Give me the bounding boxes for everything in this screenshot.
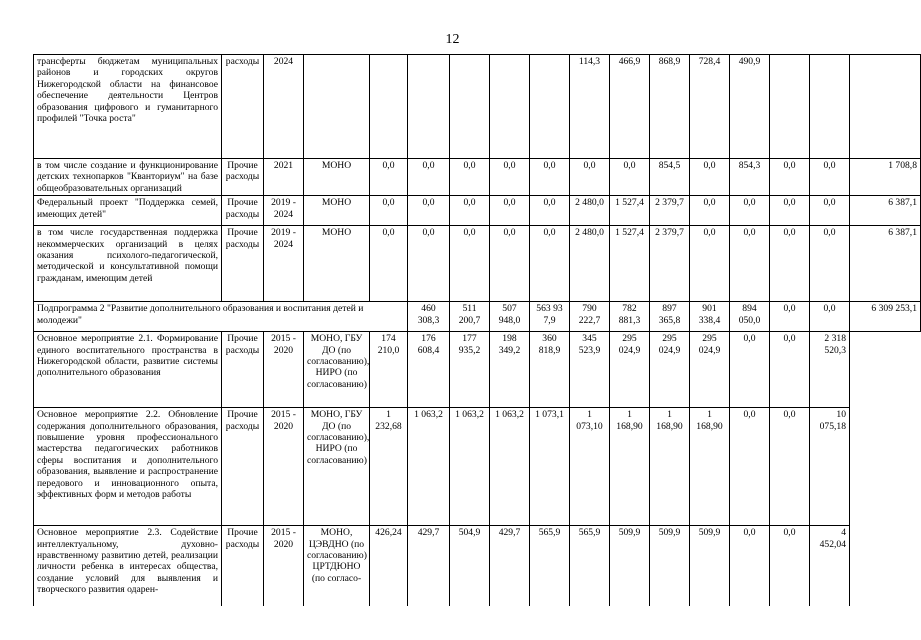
subprogram-row — [34, 302, 921, 332]
expense-type: Прочие расходы — [222, 159, 264, 196]
value-cell: 854,5 — [650, 159, 690, 196]
value-cell: 0,0 — [570, 159, 610, 196]
value-cell: 0,0 — [730, 332, 770, 408]
value-cell: 782 881,3 — [610, 302, 650, 332]
row-description: трансферты бюджетам муниципальных районов и городских округов Нижегородской области на финансовое обеспечение деятельности Центров образования цифрового и гуманитарного профилей "Точка роста" — [34, 55, 222, 159]
value-cell: 507 948,0 — [490, 302, 530, 332]
row-description: Основное мероприятие 2.1. Формирование единого воспитательного пространства в Нижегородской области, развитие системы дополнительного образования — [34, 332, 222, 408]
value-cell: 0,0 — [370, 226, 408, 302]
total-cell: 6 309 253,1 — [850, 302, 921, 332]
value-cell: 0,0 — [770, 408, 810, 526]
expense-type: Прочие расходы — [222, 196, 264, 226]
expense-type: Прочие расходы — [222, 332, 264, 408]
value-cell: 0,0 — [450, 159, 490, 196]
value-cell: 2 379,7 — [650, 196, 690, 226]
value-cell: 490,9 — [730, 55, 770, 159]
value-cell — [490, 55, 530, 159]
years-period: 2015 - 2020 — [264, 332, 304, 408]
executor: МОНО, ЦЭВДНО (по согласованию) ЦРТДЮНО (по согласо- — [304, 526, 370, 606]
value-cell: 0,0 — [530, 226, 570, 302]
value-cell: 0,0 — [730, 196, 770, 226]
value-cell: 1 527,4 — [610, 196, 650, 226]
years-period: 2021 — [264, 159, 304, 196]
value-cell: 0,0 — [770, 526, 810, 606]
table-row — [34, 408, 921, 526]
value-cell: 1 063,2 — [490, 408, 530, 526]
table-row — [34, 226, 921, 302]
executor: МОНО — [304, 226, 370, 302]
value-cell: 0,0 — [810, 226, 850, 302]
expense-type: Прочие расходы — [222, 226, 264, 302]
value-cell: 511 200,7 — [450, 302, 490, 332]
value-cell: 1 168,90 — [690, 408, 730, 526]
value-cell: 1 232,68 — [370, 408, 408, 526]
expense-type: Прочие расходы — [222, 408, 264, 526]
value-cell: 565,9 — [570, 526, 610, 606]
value-cell: 0,0 — [490, 226, 530, 302]
value-cell: 0,0 — [408, 159, 450, 196]
value-cell: 1 527,4 — [610, 226, 650, 302]
value-cell — [810, 55, 850, 159]
table-row — [34, 526, 921, 606]
total-cell: 10 075,18 — [810, 408, 850, 526]
value-cell: 2 480,0 — [570, 196, 610, 226]
value-cell: 509,9 — [690, 526, 730, 606]
value-cell: 460 308,3 — [408, 302, 450, 332]
value-cell: 198 349,2 — [490, 332, 530, 408]
row-description: в том числе создание и функционирование детских технопарков "Кванториум" на базе общеобразовательных организаций — [34, 159, 222, 196]
value-cell: 1 168,90 — [610, 408, 650, 526]
value-cell: 429,7 — [490, 526, 530, 606]
value-cell: 0,0 — [370, 159, 408, 196]
value-cell: 176 608,4 — [408, 332, 450, 408]
value-cell: 0,0 — [770, 302, 810, 332]
value-cell: 504,9 — [450, 526, 490, 606]
value-cell: 728,4 — [690, 55, 730, 159]
table-row — [34, 332, 921, 408]
value-cell: 0,0 — [810, 196, 850, 226]
executor: МОНО — [304, 196, 370, 226]
value-cell: 1 168,90 — [650, 408, 690, 526]
value-cell: 0,0 — [770, 332, 810, 408]
page-number: 12 — [445, 32, 460, 47]
total-cell: 6 387,1 — [850, 226, 921, 302]
years-period: 2015 - 2020 — [264, 408, 304, 526]
value-cell: 509,9 — [610, 526, 650, 606]
value-cell: 0,0 — [770, 159, 810, 196]
value-cell: 1 073,1 — [530, 408, 570, 526]
row-description: в том числе государственная поддержка некоммерческих организаций в целях оказания психолого-педагогической, методической и консультативной помощи гражданам, имеющим детей — [34, 226, 222, 302]
value-cell: 0,0 — [450, 226, 490, 302]
value-cell: 0,0 — [770, 226, 810, 302]
value-cell: 894 050,0 — [730, 302, 770, 332]
value-cell: 0,0 — [370, 196, 408, 226]
value-cell — [770, 55, 810, 159]
executor: МОНО, ГБУ ДО (по согласованию), НИРО (по согласованию) — [304, 408, 370, 526]
value-cell: 0,0 — [530, 159, 570, 196]
expense-type: расходы — [222, 55, 264, 159]
value-cell: 897 365,8 — [650, 302, 690, 332]
value-cell: 0,0 — [690, 226, 730, 302]
years-period: 2019 - 2024 — [264, 196, 304, 226]
value-cell: 466,9 — [610, 55, 650, 159]
value-cell: 295 024,9 — [610, 332, 650, 408]
value-cell: 426,24 — [370, 526, 408, 606]
value-cell: 295 024,9 — [690, 332, 730, 408]
value-cell: 0,0 — [610, 159, 650, 196]
value-cell: 0,0 — [690, 196, 730, 226]
value-cell: 0,0 — [530, 196, 570, 226]
value-cell: 429,7 — [408, 526, 450, 606]
value-cell — [530, 55, 570, 159]
total-cell: 2 318 520,3 — [810, 332, 850, 408]
value-cell: 868,9 — [650, 55, 690, 159]
value-cell: 563 93 7,9 — [530, 302, 570, 332]
value-cell: 114,3 — [570, 55, 610, 159]
row-description: Основное мероприятие 2.3. Содействие интеллектуальному, духовно-нравственному развитию детей, реализации личности ребенка в интересах общества, создание условий для выявления и творческого развития одарен- — [34, 526, 222, 606]
value-cell: 1 073,10 — [570, 408, 610, 526]
subprogram-title: Подпрограмма 2 "Развитие дополнительного образования и воспитания детей и молодежи" — [34, 302, 408, 332]
value-cell: 177 935,2 — [450, 332, 490, 408]
value-cell: 0,0 — [490, 159, 530, 196]
value-cell: 0,0 — [408, 196, 450, 226]
executor — [304, 55, 370, 159]
value-cell: 345 523,9 — [570, 332, 610, 408]
value-cell — [408, 55, 450, 159]
row-description: Федеральный проект "Поддержка семей, имеющих детей" — [34, 196, 222, 226]
value-cell: 901 338,4 — [690, 302, 730, 332]
executor: МОНО, ГБУ ДО (по согласованию), НИРО (по согласованию) — [304, 332, 370, 408]
value-cell: 0,0 — [690, 159, 730, 196]
value-cell: 2 480,0 — [570, 226, 610, 302]
value-cell: 0,0 — [730, 526, 770, 606]
table-body — [34, 55, 921, 606]
years-period: 2024 — [264, 55, 304, 159]
table-row — [34, 196, 921, 226]
row-description: Основное мероприятие 2.2. Обновление содержания дополнительного образования, повышение уровня профессионального мастерства педагогических работников сферы воспитания и дополнительного образования, выявление и распространение передового и инновационного опыта, эффективных форм и методов работы — [34, 408, 222, 526]
years-period: 2015 - 2020 — [264, 526, 304, 606]
value-cell: 509,9 — [650, 526, 690, 606]
value-cell: 0,0 — [450, 196, 490, 226]
value-cell: 1 063,2 — [408, 408, 450, 526]
value-cell: 2 379,7 — [650, 226, 690, 302]
years-period: 2019 - 2024 — [264, 226, 304, 302]
value-cell: 854,3 — [730, 159, 770, 196]
table-row — [34, 159, 921, 196]
value-cell — [370, 55, 408, 159]
value-cell: 790 222,7 — [570, 302, 610, 332]
value-cell: 0,0 — [810, 159, 850, 196]
expense-type: Прочие расходы — [222, 526, 264, 606]
value-cell: 0,0 — [490, 196, 530, 226]
total-cell: 6 387,1 — [850, 196, 921, 226]
value-cell: 174 210,0 — [370, 332, 408, 408]
value-cell: 565,9 — [530, 526, 570, 606]
total-cell: 4 452,04 — [810, 526, 850, 606]
total-cell: 1 708,8 — [850, 159, 921, 196]
value-cell: 295 024,9 — [650, 332, 690, 408]
value-cell: 0,0 — [730, 408, 770, 526]
value-cell — [450, 55, 490, 159]
budget-table — [33, 54, 921, 606]
value-cell: 1 063,2 — [450, 408, 490, 526]
value-cell: 0,0 — [730, 226, 770, 302]
value-cell: 0,0 — [770, 196, 810, 226]
value-cell: 0,0 — [810, 302, 850, 332]
total-cell — [850, 55, 921, 159]
executor: МОНО — [304, 159, 370, 196]
value-cell: 0,0 — [408, 226, 450, 302]
value-cell: 360 818,9 — [530, 332, 570, 408]
table-row — [34, 55, 921, 159]
